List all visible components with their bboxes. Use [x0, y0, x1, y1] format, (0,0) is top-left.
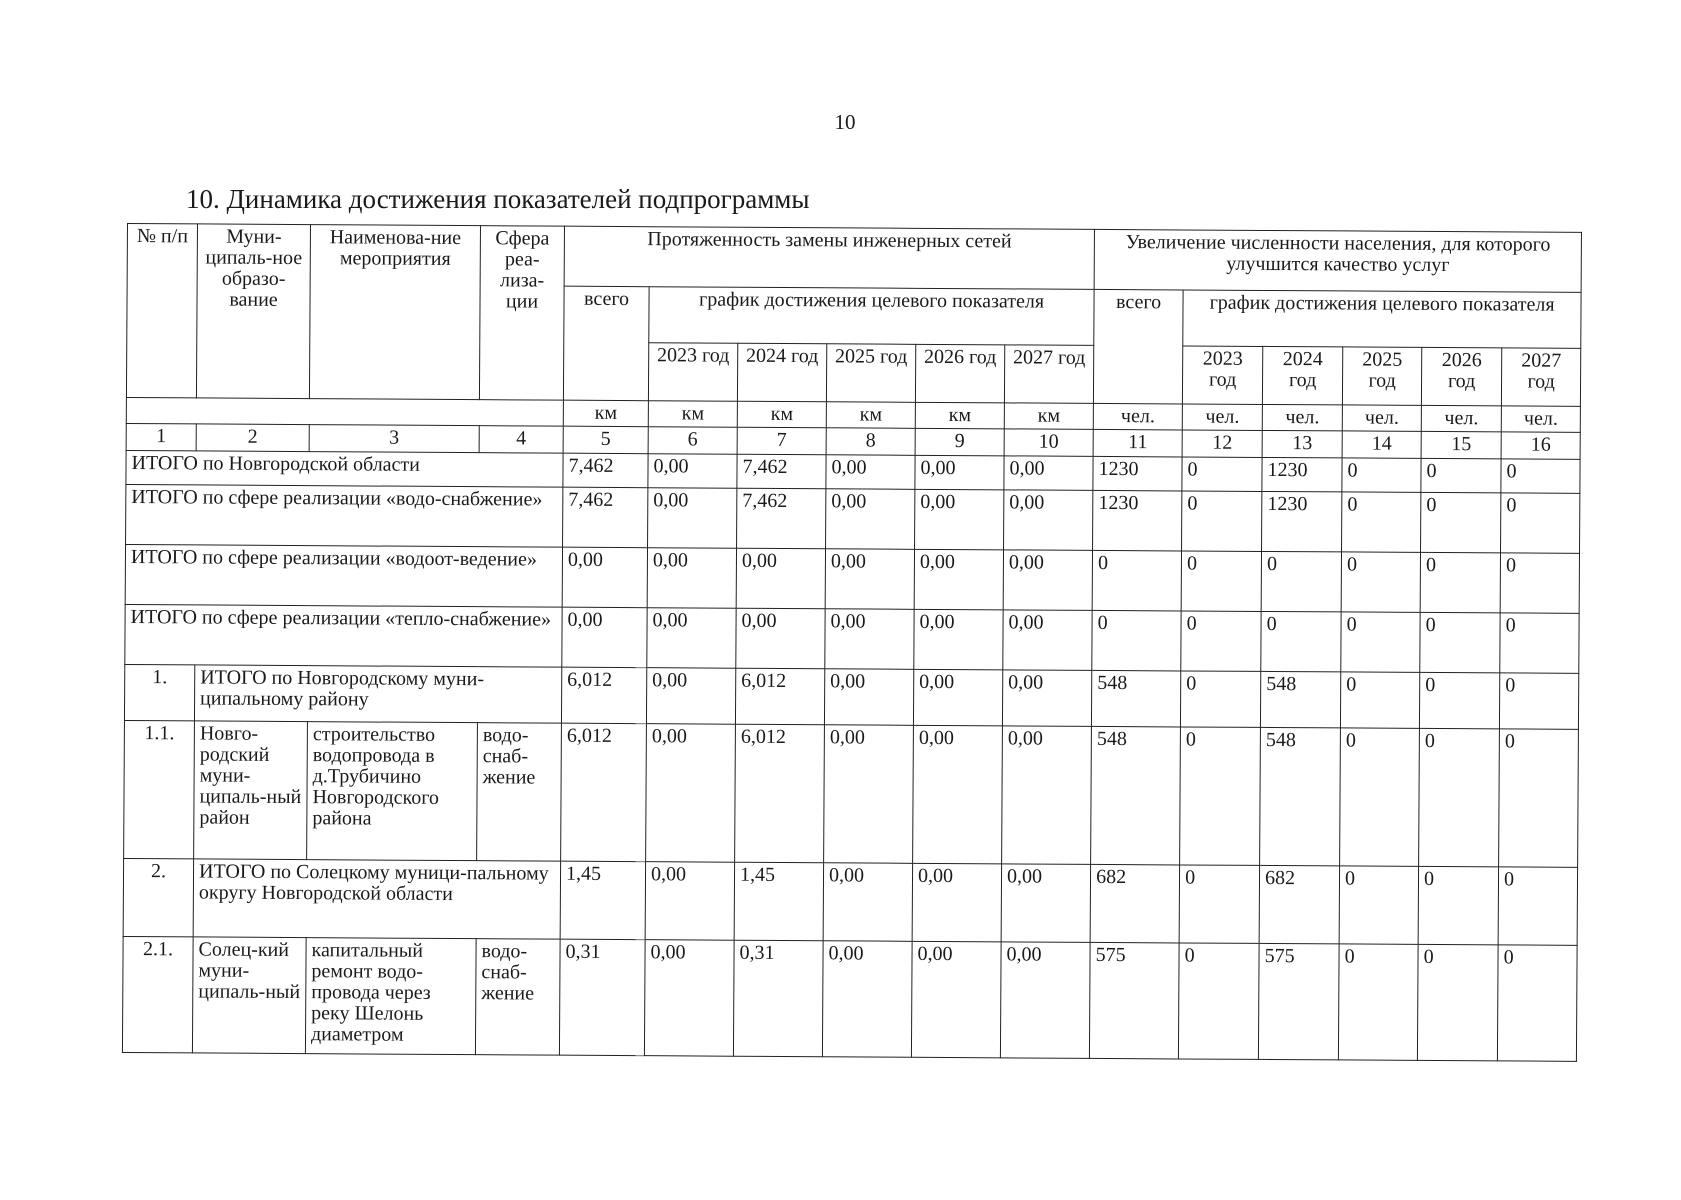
value-cell: 0,00 — [913, 725, 1003, 864]
value-cell: 0 — [1420, 552, 1500, 612]
value-cell: 0 — [1342, 458, 1421, 492]
unit-km: км — [915, 402, 1004, 429]
value-cell: 0 — [1341, 552, 1420, 612]
column-number: 9 — [915, 428, 1004, 456]
page-number: 10 — [834, 110, 856, 134]
row-number: 2.1. — [122, 936, 193, 1052]
measure-cell: капитальный ремонт водо-провода через реку Шелонь диаметром — [305, 938, 476, 1055]
value-cell: 0 — [1339, 866, 1418, 944]
column-number: 5 — [563, 426, 648, 454]
value-cell: 0 — [1341, 672, 1420, 728]
column-number: 13 — [1262, 430, 1342, 457]
unit-km: км — [826, 402, 915, 429]
value-cell: 0,00 — [914, 609, 1003, 670]
header-year-2025-km: 2025 год — [826, 344, 915, 403]
value-cell: 0 — [1182, 457, 1262, 491]
value-cell: 0,00 — [824, 725, 914, 864]
column-number: 7 — [737, 427, 826, 455]
column-number: 11 — [1093, 429, 1182, 457]
header-year-2026-km: 2026 год — [915, 344, 1004, 403]
municipality-cell: Солец-кий муни-ципаль-ный — [192, 937, 306, 1054]
table-row — [122, 936, 1577, 1061]
value-cell: 0,00 — [562, 547, 647, 608]
value-cell: 0,00 — [826, 455, 915, 490]
value-cell: 0 — [1501, 493, 1580, 553]
value-cell: 0,00 — [647, 548, 736, 609]
column-number: 10 — [1004, 429, 1093, 457]
value-cell: 548 — [1260, 727, 1341, 865]
value-cell: 0 — [1340, 728, 1420, 866]
column-number: 14 — [1342, 431, 1421, 458]
sphere-cell: водо-снаб-жение — [477, 723, 562, 862]
value-cell: 0 — [1500, 673, 1579, 729]
table-row — [125, 604, 1579, 673]
value-cell: 1,45 — [560, 861, 645, 940]
header-municipality: Муни-ципаль-ное образо-вание — [196, 224, 310, 399]
header-schedule-km: график достижения целевого показателя — [649, 287, 1094, 346]
unit-people: чел. — [1421, 405, 1501, 431]
value-cell: 7,462 — [563, 487, 648, 548]
value-cell: 0,00 — [562, 607, 647, 668]
value-cell: 0,00 — [915, 455, 1004, 490]
value-cell: 0 — [1180, 727, 1261, 865]
row-number: 1.1. — [124, 720, 195, 858]
header-year-2023-km: 2023 год — [648, 343, 737, 402]
header-population-group: Увеличение численности населения, для которого улучшится качество услуг — [1094, 229, 1581, 292]
sphere-cell: водо-снаб-жение — [475, 939, 560, 1056]
header-total-people: всего — [1093, 289, 1183, 404]
value-cell: 0,00 — [647, 608, 736, 669]
column-number: 4 — [479, 426, 563, 454]
value-cell: 0 — [1261, 551, 1341, 611]
value-cell: 0,00 — [1003, 550, 1092, 611]
value-cell: 0,00 — [1002, 670, 1091, 727]
unit-people: чел. — [1501, 406, 1580, 432]
value-cell: 0,00 — [825, 549, 914, 610]
column-number: 12 — [1182, 430, 1262, 457]
value-cell: 0 — [1342, 492, 1421, 552]
header-year-2023-people: 2023 год — [1182, 346, 1262, 404]
unit-people: чел. — [1342, 405, 1421, 431]
indicators-table — [122, 223, 1582, 1062]
unit-km: км — [563, 400, 648, 427]
column-number: 3 — [309, 425, 479, 453]
value-cell: 7,462 — [563, 453, 648, 488]
value-cell: 0,00 — [824, 669, 913, 726]
value-cell: 0,00 — [822, 941, 912, 1058]
value-cell: 0,00 — [826, 489, 915, 550]
header-no: № п/п — [126, 224, 197, 398]
column-number: 16 — [1501, 432, 1580, 459]
municipality-cell: Новго-родский муни-ципаль-ный район — [194, 721, 308, 860]
value-cell: 0 — [1419, 728, 1500, 866]
value-cell: 0 — [1181, 671, 1261, 727]
value-cell: 0,00 — [644, 940, 734, 1057]
value-cell: 0 — [1421, 492, 1501, 552]
value-cell: 0,00 — [913, 669, 1002, 726]
value-cell: 0 — [1417, 944, 1498, 1060]
value-cell: 0,00 — [912, 863, 1001, 942]
table-row — [126, 484, 1580, 553]
value-cell: 0,00 — [823, 863, 912, 942]
value-cell: 0,00 — [911, 941, 1001, 1058]
value-cell: 0 — [1498, 867, 1578, 945]
value-cell: 0,00 — [915, 489, 1004, 550]
column-number: 2 — [196, 424, 309, 452]
value-cell: 0,00 — [646, 668, 735, 725]
value-cell: 0 — [1261, 611, 1341, 671]
row-label: ИТОГО по сфере реализации «тепло-снабжение» — [125, 604, 562, 667]
value-cell: 0,00 — [736, 548, 825, 609]
row-label: ИТОГО по Новгородской области — [126, 450, 563, 487]
value-cell: 0,00 — [914, 549, 1003, 610]
value-cell: 0 — [1420, 612, 1500, 672]
value-cell: 548 — [1092, 670, 1181, 727]
value-cell: 0,00 — [648, 488, 737, 549]
unit-people: чел. — [1093, 403, 1182, 430]
value-cell: 0,00 — [1001, 864, 1091, 943]
value-cell: 0 — [1092, 610, 1181, 671]
value-cell: 0 — [1182, 491, 1262, 551]
value-cell: 7,462 — [737, 454, 826, 489]
unit-blank — [126, 397, 563, 426]
value-cell: 548 — [1261, 671, 1341, 727]
column-number: 1 — [126, 423, 196, 450]
header-measure: Наименова-ние мероприятия — [309, 225, 480, 400]
value-cell: 0,00 — [645, 862, 734, 941]
unit-km: км — [1004, 403, 1093, 430]
row-number: 1. — [124, 664, 194, 720]
value-cell: 1230 — [1093, 490, 1182, 551]
row-label: ИТОГО по Новгородскому муни-ципальному району — [194, 665, 561, 723]
value-cell: 0 — [1179, 865, 1259, 943]
unit-people: чел. — [1182, 404, 1262, 430]
value-cell: 0,00 — [1004, 490, 1093, 551]
value-cell: 0,31 — [733, 940, 823, 1057]
value-cell: 0 — [1338, 944, 1418, 1060]
value-cell: 0 — [1178, 943, 1259, 1059]
value-cell: 0,00 — [648, 454, 737, 489]
value-cell: 6,012 — [735, 724, 825, 863]
header-sphere: Сфера реа-лиза-ции — [479, 226, 564, 401]
value-cell: 6,012 — [735, 668, 824, 725]
table-row — [123, 858, 1578, 945]
header-schedule-people: график достижения целевого показателя — [1183, 290, 1581, 348]
header-length-group: Протяженность замены инженерных сетей — [564, 226, 1094, 289]
value-cell: 575 — [1258, 943, 1339, 1059]
column-number: 8 — [826, 428, 915, 456]
value-cell: 0,00 — [1002, 726, 1092, 865]
unit-km: км — [648, 401, 737, 428]
value-cell: 0,00 — [736, 608, 825, 669]
header-total-km: всего — [563, 286, 649, 401]
table-body — [122, 450, 1580, 1061]
value-cell: 0 — [1499, 729, 1579, 867]
row-label: ИТОГО по сфере реализации «водо-снабжение» — [126, 484, 563, 547]
value-cell: 1,45 — [734, 862, 823, 941]
value-cell: 0,31 — [559, 939, 645, 1056]
value-cell: 0,00 — [1003, 610, 1092, 671]
header-year-2024-people: 2024 год — [1262, 346, 1342, 404]
table-row — [125, 544, 1579, 613]
unit-people: чел. — [1262, 404, 1342, 430]
value-cell: 6,012 — [561, 723, 647, 862]
table-row — [124, 664, 1578, 729]
value-cell: 682 — [1090, 864, 1179, 943]
table-row — [124, 720, 1579, 867]
unit-km: км — [737, 401, 826, 428]
value-cell: 7,462 — [737, 488, 826, 549]
value-cell: 0 — [1500, 613, 1579, 673]
header-year-2025-people: 2025 год — [1342, 347, 1421, 405]
row-number: 2. — [123, 858, 193, 936]
value-cell: 6,012 — [561, 667, 646, 724]
value-cell: 0 — [1500, 553, 1579, 613]
value-cell: 0 — [1418, 866, 1498, 944]
value-cell: 548 — [1091, 726, 1181, 865]
value-cell: 0,00 — [646, 724, 736, 863]
value-cell: 0 — [1341, 612, 1420, 672]
value-cell: 0 — [1497, 945, 1577, 1061]
value-cell: 0 — [1501, 459, 1580, 493]
value-cell: 0 — [1092, 550, 1181, 611]
header-year-2024-km: 2024 год — [737, 343, 826, 402]
value-cell: 575 — [1089, 942, 1179, 1059]
measure-cell: строительство водопровода в д.Трубичино Новгородского района — [307, 722, 478, 861]
section-title: 10. Динамика достижения показателей подпрограммы — [186, 184, 810, 214]
column-number: 15 — [1421, 431, 1501, 458]
value-cell: 0,00 — [1000, 942, 1090, 1059]
column-number: 6 — [648, 427, 737, 455]
value-cell: 1230 — [1262, 457, 1342, 491]
value-cell: 682 — [1259, 865, 1339, 943]
header-year-2027-people: 2027 год — [1501, 348, 1580, 406]
row-label: ИТОГО по Солецкому муници-пальному округу Новгородской области — [193, 859, 560, 939]
value-cell: 1230 — [1093, 456, 1182, 491]
value-cell: 0,00 — [1004, 456, 1093, 491]
value-cell: 0,00 — [825, 609, 914, 670]
header-year-2027-km: 2027 год — [1004, 345, 1093, 404]
header-year-2026-people: 2026 год — [1421, 347, 1501, 405]
row-label: ИТОГО по сфере реализации «водоот-ведение» — [125, 544, 562, 607]
value-cell: 0 — [1420, 672, 1500, 728]
value-cell: 0 — [1181, 611, 1261, 671]
value-cell: 1230 — [1262, 491, 1342, 551]
value-cell: 0 — [1181, 551, 1261, 611]
value-cell: 0 — [1421, 458, 1501, 492]
